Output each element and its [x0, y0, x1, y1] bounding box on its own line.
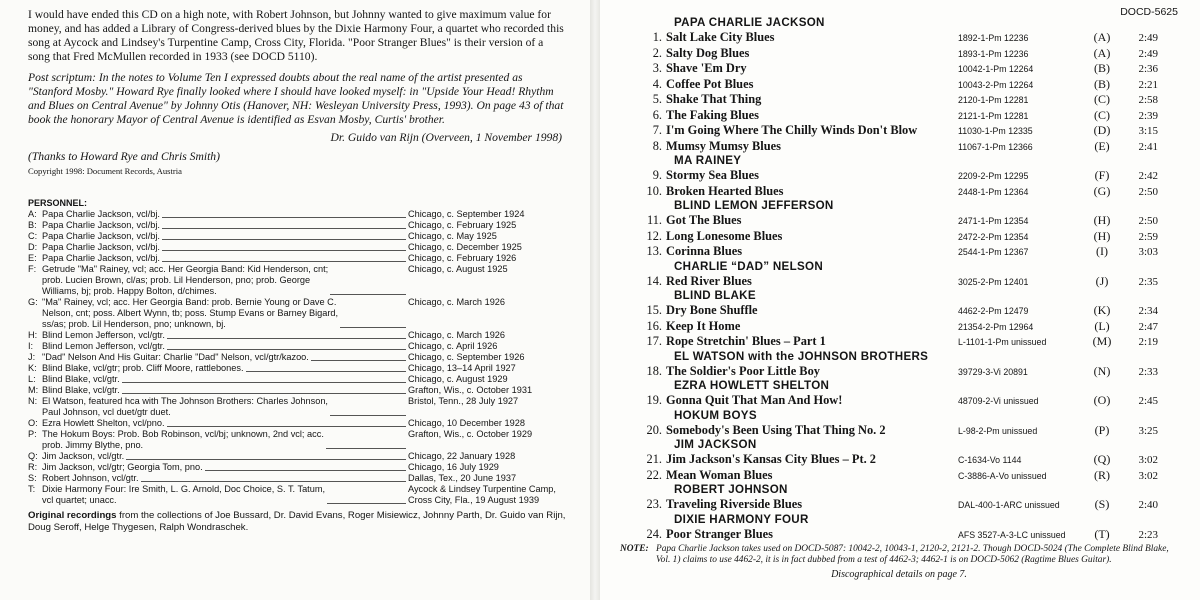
- personnel-row: [28, 209, 568, 220]
- personnel-description: "Dad" Nelson And His Guitar: Charlie "Dad" Nelson, vcl/gtr/kazoo.: [42, 352, 309, 362]
- track-row: [620, 123, 1178, 139]
- track-number: 20.: [646, 422, 662, 437]
- leader-line: [326, 448, 406, 449]
- tracklist: [620, 16, 1178, 542]
- personnel-place-date: Grafton, Wis., c. October 1929: [408, 429, 533, 439]
- track-duration: 3:15: [1138, 125, 1158, 137]
- matrix-number: 39729-3-Vi 20891: [958, 366, 1028, 377]
- personnel-description: "Ma" Rainey, vcl; acc. Her Georgia Band: prob. Bernie Young or Dave C. Nelson, cnt; poss. Albert Wynn, tb; poss. Stump Evans or Barney Bigard, ss/as; prob. Lil Henderson, pno; unknown, bj.: [42, 297, 339, 329]
- track-row: [620, 364, 1178, 380]
- matrix-number: C-1634-Vo 1144: [958, 455, 1022, 465]
- personnel-key: M:: [28, 385, 39, 395]
- leader-line: [162, 217, 406, 218]
- track-title: Jim Jackson's Kansas City Blues – Pt. 2: [666, 452, 876, 466]
- personnel-key: N:: [28, 396, 38, 406]
- personnel-reference: (B): [1094, 76, 1110, 91]
- personnel-place-date: Chicago, c. September 1926: [408, 352, 525, 362]
- original-recordings-credit: [28, 510, 568, 533]
- personnel-entry: [42, 209, 408, 220]
- personnel-description: Dixie Harmony Four: Ire Smith, L. G. Arnold, Doc Choice, S. T. Tatum, vcl quartet; unacc.: [42, 484, 326, 505]
- track-number: 18.: [646, 363, 662, 378]
- personnel-reference: (A): [1093, 45, 1111, 60]
- track-title: The Soldier's Poor Little Boy: [666, 363, 820, 378]
- personnel-entry: [42, 253, 408, 264]
- personnel-entry: [42, 462, 408, 473]
- matrix-number: 11030-1-Pm 12335: [958, 126, 1033, 136]
- matrix-number: AFS 3527-A-3-LC unissued: [958, 529, 1066, 540]
- personnel-key: O:: [28, 418, 38, 428]
- artist-heading: DIXIE HARMONY FOUR: [674, 512, 809, 526]
- personnel-description: Blind Lemon Jefferson, vcl/gtr.: [42, 330, 165, 340]
- personnel-description: Papa Charlie Jackson, vcl/bj.: [42, 242, 160, 252]
- leader-line: [167, 349, 406, 350]
- track-number: 7.: [652, 123, 662, 137]
- artist-heading: PAPA CHARLIE JACKSON: [674, 16, 825, 29]
- personnel-row: [28, 341, 568, 352]
- track-row: [620, 497, 1178, 513]
- personnel-place-date: Chicago, c. August 1929: [408, 374, 508, 384]
- personnel-reference: (I): [1096, 244, 1108, 258]
- track-duration: 2:41: [1138, 140, 1158, 153]
- track-title: Shake That Thing: [666, 92, 762, 106]
- track-row: [620, 213, 1178, 229]
- personnel-key: L:: [28, 374, 36, 384]
- page-gutter: [590, 0, 600, 600]
- personnel-list: [28, 209, 568, 506]
- matrix-number: 2448-1-Pm 12364: [958, 186, 1029, 197]
- track-title: I'm Going Where The Chilly Winds Don't Blow: [666, 123, 918, 137]
- track-duration: 2:34: [1138, 305, 1158, 317]
- leader-line: [327, 503, 406, 504]
- right-page: [600, 0, 1200, 600]
- personnel-entry: [42, 330, 408, 341]
- personnel-description: Jim Jackson, vcl/gtr; Georgia Tom, pno.: [42, 462, 203, 472]
- personnel-reference: (H): [1093, 213, 1111, 227]
- personnel-reference: (G): [1093, 183, 1111, 198]
- matrix-number: 10043-2-Pm 12264: [958, 79, 1034, 90]
- personnel-place-date: Aycock & Lindsey Turpentine Camp, Cross City, Fla., 19 August 1939: [408, 484, 556, 505]
- matrix-number: 2209-2-Pm 12295: [958, 171, 1029, 181]
- track-duration: 2:50: [1138, 185, 1158, 198]
- personnel-reference: (C): [1094, 107, 1110, 122]
- leader-line: [126, 459, 406, 460]
- matrix-number: C-3886-A-Vo unissued: [958, 470, 1047, 481]
- personnel-row: [28, 451, 568, 462]
- track-row: [620, 303, 1178, 319]
- personnel-reference: (M): [1092, 334, 1112, 348]
- postscript-paragraph: Post scriptum: In the notes to Volume Ten I expressed doubts about the real name of the artist presented as "Stanford Mosby." Howard Rye finally looked where I should have looked myself: in "Upside Your Head! Rhythm and Blues on Central Avenue" by Johnny Otis (Hanover, NH: Wesleyan University Press, 1993). On page 43 of that book the honorary Mayor of Central Avenue is identified as Esvan Mosby, Curtis' brother.: [28, 71, 564, 126]
- personnel-place-date: Chicago, c. April 1926: [408, 341, 498, 351]
- track-duration: 2:39: [1138, 109, 1158, 122]
- personnel-place-date: Chicago, c. February 1925: [408, 220, 517, 230]
- track-duration: 3:02: [1138, 469, 1158, 482]
- personnel-reference: (F): [1094, 168, 1110, 182]
- personnel-key: T:: [28, 484, 36, 494]
- personnel-reference: (C): [1094, 92, 1110, 106]
- matrix-number: 2121-1-Pm 12281: [958, 110, 1029, 121]
- artist-heading: ROBERT JOHNSON: [674, 483, 788, 496]
- note-label: NOTE:: [620, 544, 649, 554]
- track-duration: 2:19: [1138, 336, 1158, 348]
- artist-heading: CHARLIE “DAD” NELSON: [674, 259, 823, 273]
- personnel-key: F:: [28, 264, 37, 274]
- personnel-heading: PERSONNEL:: [28, 198, 88, 208]
- track-number: 3.: [652, 61, 662, 75]
- track-duration: 2:49: [1138, 32, 1158, 44]
- track-number: 10.: [646, 183, 662, 198]
- personnel-entry: [42, 264, 408, 297]
- leader-line: [141, 481, 406, 482]
- track-row: [620, 468, 1178, 484]
- track-number: 23.: [646, 497, 662, 511]
- personnel-entry: [42, 363, 408, 374]
- track-title: Traveling Riverside Blues: [666, 497, 803, 511]
- personnel-reference: (L): [1094, 318, 1110, 333]
- personnel-row: [28, 297, 568, 330]
- personnel-entry: [42, 220, 408, 231]
- personnel-row: [28, 220, 568, 231]
- personnel-entry: [42, 242, 408, 253]
- personnel-key: S:: [28, 473, 37, 483]
- leader-line: [330, 294, 406, 295]
- personnel-place-date: Chicago, 10 December 1928: [408, 418, 525, 428]
- discographical-details-reference: Discographical details on page 7.: [831, 569, 967, 580]
- personnel-row: [28, 396, 568, 418]
- track-row: [620, 168, 1178, 184]
- track-duration: 3:02: [1138, 454, 1158, 466]
- track-title: Mumsy Mumsy Blues: [666, 138, 781, 153]
- personnel-description: Jim Jackson, vcl/gtr.: [42, 451, 125, 461]
- track-duration: 2:36: [1138, 63, 1158, 75]
- track-title: Salty Dog Blues: [666, 45, 750, 60]
- personnel-description: Robert Johnson, vcl/gtr.: [42, 473, 139, 483]
- personnel-entry: [42, 341, 408, 352]
- personnel-reference: (E): [1094, 138, 1110, 153]
- track-number: 6.: [652, 107, 662, 122]
- left-page: [0, 0, 590, 600]
- personnel-row: [28, 385, 568, 396]
- track-duration: 2:49: [1138, 47, 1158, 60]
- track-row: [620, 77, 1178, 93]
- personnel-reference: (S): [1094, 497, 1110, 511]
- leader-line: [162, 239, 406, 240]
- artist-heading: JIM JACKSON: [674, 438, 757, 451]
- personnel-key: H:: [28, 330, 38, 340]
- personnel-row: [28, 418, 568, 429]
- personnel-description: Papa Charlie Jackson, vcl/bj.: [42, 253, 160, 263]
- track-number: 21.: [646, 452, 662, 466]
- track-number: 22.: [646, 467, 662, 482]
- copyright-line: Copyright 1998: Document Records, Austria: [28, 166, 182, 176]
- personnel-place-date: Chicago, c. September 1924: [408, 209, 525, 219]
- leader-line: [122, 393, 406, 394]
- personnel-description: Blind Blake, vcl/gtr; prob. Cliff Moore, rattlebones.: [42, 363, 244, 373]
- matrix-number: L-1101-1-Pm unissued: [958, 337, 1047, 347]
- track-title: The Faking Blues: [666, 107, 759, 122]
- track-row: [620, 184, 1178, 200]
- personnel-row: [28, 363, 568, 374]
- personnel-description: Blind Lemon Jefferson, vcl/gtr.: [42, 341, 165, 351]
- track-row: [620, 46, 1178, 62]
- personnel-reference: (Q): [1093, 452, 1111, 466]
- track-duration: 2:50: [1138, 215, 1158, 227]
- personnel-key: Q:: [28, 451, 38, 461]
- leader-line: [205, 470, 406, 471]
- personnel-entry: [42, 429, 408, 451]
- personnel-description: Papa Charlie Jackson, vcl/bj.: [42, 231, 160, 241]
- track-title: Dry Bone Shuffle: [666, 303, 758, 317]
- personnel-description: Blind Blake, vcl/gtr.: [42, 374, 120, 384]
- personnel-reference: (H): [1093, 228, 1111, 243]
- track-title: Somebody's Been Using That Thing No. 2: [666, 422, 886, 437]
- matrix-number: 21354-2-Pm 12964: [958, 321, 1034, 332]
- personnel-place-date: Chicago, c. March 1926: [408, 297, 506, 307]
- leader-line: [167, 426, 406, 427]
- leader-line: [340, 327, 406, 328]
- track-number: 5.: [652, 92, 662, 106]
- personnel-key: D:: [28, 242, 38, 252]
- track-duration: 2:40: [1138, 499, 1158, 511]
- personnel-entry: [42, 484, 408, 506]
- track-number: 14.: [646, 273, 662, 288]
- personnel-key: A:: [28, 209, 37, 219]
- track-duration: 2:33: [1138, 365, 1158, 378]
- track-row: [620, 527, 1178, 543]
- track-row: [620, 393, 1178, 409]
- personnel-key: E:: [28, 253, 37, 263]
- leader-line: [246, 371, 406, 372]
- matrix-number: DAL-400-1-ARC unissued: [958, 500, 1060, 510]
- matrix-number: 2472-2-Pm 12354: [958, 231, 1029, 242]
- note-text: Papa Charlie Jackson takes used on DOCD-5087: 10042-2, 10043-1, 2120-2, 2121-2. Though DOCD-5024 (The Complete Blind Blake, Vol. 1) claims to use 4462-2, it is in fact dubbed from a test of 4462-3; 4462-1 is on DOCD-5062 (Ragtime Blues Guitar).: [656, 544, 1169, 565]
- track-number: 4.: [652, 76, 662, 91]
- leader-line: [330, 415, 406, 416]
- track-number: 17.: [646, 334, 662, 348]
- personnel-row: [28, 484, 568, 506]
- track-number: 19.: [646, 393, 662, 407]
- personnel-entry: [42, 396, 408, 418]
- personnel-place-date: Chicago, c. December 1925: [408, 242, 522, 252]
- track-title: Broken Hearted Blues: [666, 183, 784, 198]
- leader-line: [162, 261, 406, 262]
- personnel-place-date: Bristol, Tenn., 28 July 1927: [408, 396, 519, 406]
- personnel-description: Blind Blake, vcl/gtr.: [42, 385, 120, 395]
- personnel-row: [28, 330, 568, 341]
- track-row: [620, 423, 1178, 439]
- track-row: [620, 229, 1178, 245]
- track-row: [620, 274, 1178, 290]
- track-number: 2.: [652, 45, 662, 60]
- matrix-number: 4462-2-Pm 12479: [958, 306, 1029, 316]
- original-recordings-label: Original recordings: [28, 510, 117, 521]
- personnel-place-date: Chicago, 22 January 1928: [408, 451, 516, 461]
- discography-note: [620, 544, 1178, 566]
- personnel-row: [28, 473, 568, 484]
- personnel-reference: (P): [1094, 422, 1110, 437]
- track-title: Coffee Pot Blues: [666, 76, 754, 91]
- track-title: Keep It Home: [666, 318, 741, 333]
- track-row: [620, 244, 1178, 260]
- leader-line: [311, 360, 406, 361]
- personnel-key: G:: [28, 297, 38, 307]
- track-row: [620, 139, 1178, 155]
- personnel-row: [28, 264, 568, 297]
- track-duration: 2:23: [1138, 528, 1158, 541]
- matrix-number: 2120-1-Pm 12281: [958, 95, 1029, 105]
- leader-line: [167, 338, 406, 339]
- personnel-description: Ezra Howlett Shelton, vcl/pno.: [42, 418, 165, 428]
- matrix-number: 2544-1-Pm 12367: [958, 247, 1029, 257]
- track-row: [620, 452, 1178, 468]
- matrix-number: 11067-1-Pm 12366: [958, 141, 1033, 152]
- personnel-key: J:: [28, 352, 36, 362]
- track-row: [620, 108, 1178, 124]
- track-row: [620, 30, 1178, 46]
- leader-line: [162, 228, 406, 229]
- original-recordings-text: from the collections of Joe Bussard, Dr. David Evans, Roger Misiewicz, Johnny Parth, Dr. Guido van Rijn, Doug Seroff, Helge Thygesen, Ralph Wondraschek.: [28, 510, 566, 533]
- catalog-number: DOCD-5625: [1120, 6, 1178, 18]
- personnel-reference: (D): [1093, 123, 1111, 137]
- author-signature: Dr. Guido van Rijn (Overveen, 1 November 1998): [330, 131, 562, 144]
- personnel-row: [28, 352, 568, 363]
- personnel-entry: [42, 297, 408, 330]
- personnel-row: [28, 429, 568, 451]
- personnel-entry: [42, 352, 408, 363]
- personnel-entry: [42, 231, 408, 242]
- personnel-place-date: Dallas, Tex., 20 June 1937: [408, 473, 517, 483]
- matrix-number: 3025-2-Pm 12401: [958, 276, 1029, 287]
- personnel-place-date: Chicago, 16 July 1929: [408, 462, 499, 472]
- matrix-number: 1892-1-Pm 12236: [958, 33, 1029, 43]
- track-number: 11.: [646, 213, 662, 227]
- track-title: Poor Stranger Blues: [666, 526, 773, 541]
- track-number: 9.: [652, 168, 662, 182]
- personnel-entry: [42, 385, 408, 396]
- personnel-description: Papa Charlie Jackson, vcl/bj.: [42, 209, 160, 219]
- track-duration: 2:45: [1138, 395, 1158, 407]
- artist-heading: EL WATSON with the JOHNSON BROTHERS: [674, 349, 929, 363]
- personnel-entry: [42, 451, 408, 462]
- track-number: 12.: [646, 228, 662, 243]
- personnel-description: The Hokum Boys: Prob. Bob Robinson, vcl/bj; unknown, 2nd vcl; acc. prob. Jimmy Blythe, pno.: [42, 429, 324, 450]
- personnel-row: [28, 242, 568, 253]
- personnel-place-date: Chicago, 13–14 April 1927: [408, 363, 516, 373]
- track-title: Shave 'Em Dry: [666, 61, 747, 75]
- personnel-reference: (N): [1093, 363, 1111, 378]
- track-title: Corinna Blues: [666, 244, 743, 258]
- personnel-key: C:: [28, 231, 38, 241]
- track-row: [620, 61, 1178, 77]
- artist-heading: MA RAINEY: [674, 154, 742, 167]
- artist-heading: HOKUM BOYS: [674, 408, 757, 422]
- track-row: [620, 92, 1178, 108]
- artist-heading: BLIND LEMON JEFFERSON: [674, 199, 834, 212]
- personnel-entry: [42, 418, 408, 429]
- track-title: Mean Woman Blues: [666, 467, 773, 482]
- matrix-number: 48709-2-Vi unissued: [958, 396, 1039, 406]
- personnel-key: K:: [28, 363, 37, 373]
- artist-heading: BLIND BLAKE: [674, 289, 756, 302]
- track-title: Red River Blues: [666, 273, 752, 288]
- leader-line: [162, 250, 406, 251]
- personnel-key: P:: [28, 429, 37, 439]
- personnel-row: [28, 253, 568, 264]
- personnel-key: B:: [28, 220, 37, 230]
- track-number: 8.: [652, 138, 662, 153]
- track-duration: 2:21: [1138, 78, 1158, 91]
- track-title: Rope Stretchin' Blues – Part 1: [666, 334, 826, 348]
- track-number: 24.: [646, 526, 662, 541]
- personnel-row: [28, 462, 568, 473]
- track-duration: 3:25: [1138, 424, 1158, 437]
- personnel-row: [28, 374, 568, 385]
- track-row: [620, 319, 1178, 335]
- track-number: 1.: [652, 30, 662, 44]
- personnel-entry: [42, 473, 408, 484]
- personnel-row: [28, 231, 568, 242]
- track-duration: 2:58: [1138, 94, 1158, 106]
- personnel-reference: (O): [1093, 393, 1111, 407]
- personnel-description: Getrude "Ma" Rainey, vcl; acc. Her Georgia Band: Kid Henderson, cnt; prob. Lucien Brown, cl/as; prob. Lil Henderson, pno; prob. George Williams, bj; prob. Happy Bolton, d/chimes.: [42, 264, 329, 296]
- thanks-line: (Thanks to Howard Rye and Chris Smith): [28, 150, 220, 163]
- track-number: 16.: [646, 318, 662, 333]
- matrix-number: 10042-1-Pm 12264: [958, 64, 1034, 74]
- personnel-reference: (R): [1094, 467, 1110, 482]
- track-duration: 2:47: [1138, 320, 1158, 333]
- leader-line: [122, 382, 406, 383]
- personnel-reference: (K): [1093, 303, 1111, 317]
- track-number: 15.: [646, 303, 662, 317]
- intro-paragraph: I would have ended this CD on a high note, with Robert Johnson, but Johnny wanted to give maximum value for money, and has added a Library of Congress-derived blues by the Dixie Harmony Four, a quartet who recorded this song at Aycock and Lindsey's Turpentine Camp, Cross City, Florida. "Poor Stranger Blues" is their version of a song that Fred McMullen recorded in 1933 (see DOCD 5110).: [28, 8, 564, 63]
- track-title: Got The Blues: [666, 213, 742, 227]
- track-title: Salt Lake City Blues: [666, 30, 775, 44]
- track-number: 13.: [646, 244, 662, 258]
- personnel-entry: [42, 374, 408, 385]
- personnel-key: I:: [28, 341, 34, 351]
- track-title: Long Lonesome Blues: [666, 228, 783, 243]
- personnel-place-date: Chicago, c. February 1926: [408, 253, 517, 263]
- personnel-key: R:: [28, 462, 38, 472]
- track-title: Gonna Quit That Man And How!: [666, 393, 843, 407]
- personnel-reference: (A): [1093, 30, 1111, 44]
- track-duration: 3:03: [1138, 246, 1158, 258]
- personnel-reference: (B): [1094, 61, 1110, 75]
- personnel-reference: (T): [1094, 526, 1110, 541]
- matrix-number: L-98-2-Pm unissued: [958, 425, 1038, 436]
- personnel-description: Papa Charlie Jackson, vcl/bj.: [42, 220, 160, 230]
- artist-heading: EZRA HOWLETT SHELTON: [674, 379, 830, 392]
- track-row: [620, 334, 1178, 350]
- personnel-place-date: Grafton, Wis., c. October 1931: [408, 385, 533, 395]
- personnel-place-date: Chicago, c. March 1926: [408, 330, 506, 340]
- matrix-number: 2471-1-Pm 12354: [958, 216, 1029, 226]
- personnel-place-date: Chicago, c. May 1925: [408, 231, 497, 241]
- matrix-number: 1893-1-Pm 12236: [958, 48, 1029, 59]
- track-duration: 2:59: [1138, 230, 1158, 243]
- personnel-place-date: Chicago, c. August 1925: [408, 264, 508, 274]
- personnel-description: El Watson, featured hca with The Johnson Brothers: Charles Johnson, Paul Johnson, vcl duet/gtr duet.: [42, 396, 328, 417]
- track-duration: 2:35: [1138, 275, 1158, 288]
- personnel-reference: (J): [1095, 273, 1109, 288]
- track-title: Stormy Sea Blues: [666, 168, 759, 182]
- track-duration: 2:42: [1138, 170, 1158, 182]
